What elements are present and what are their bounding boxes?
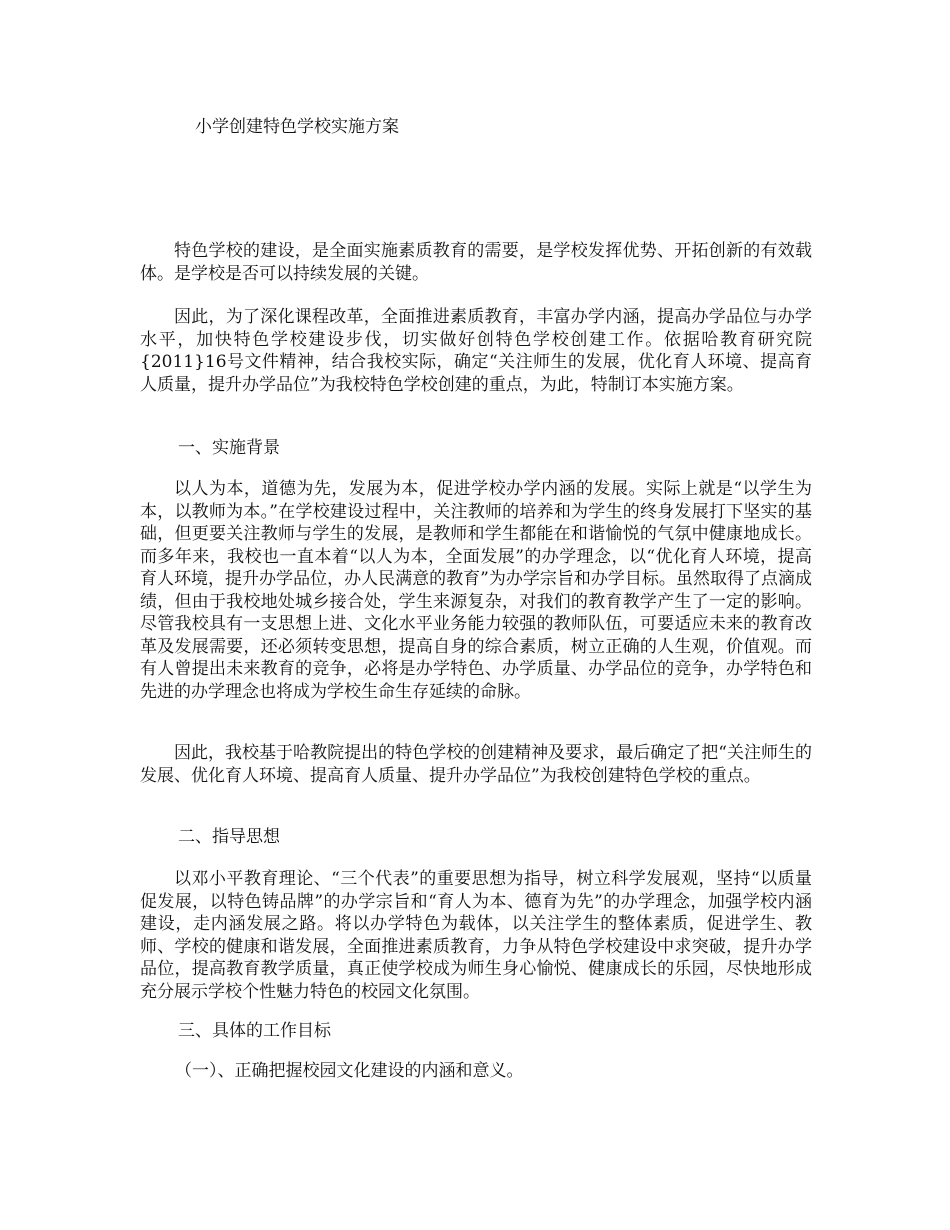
document-title: 小学创建特色学校实施方案: [195, 117, 399, 137]
section-1-paragraph-2: 因此，我校基于哈教院提出的特色学校的创建精神及要求，最后确定了把“关注师生的发展、优化育人环境、提高育人质量、提升办学品位”为我校创建特色学校的重点。: [140, 743, 812, 786]
section-1-paragraph-1: 以人为本，道德为先，发展为本，促进学校办学内涵的发展。实际上就是“以学生为本，以教师为本。”在学校建设过程中，关注教师的培养和为学生的终身发展打下坚实的基础，但更要关注教师与学生的发展，是教师和学生都能在和谐愉悦的气氛中健康地成长。而多年来，我校也一直本着“以人为本，全面发展”的办学理念，以“优化育人环境，提高育人环境，提升办学品位，办人民满意的教育”为办学宗旨和办学目标。虽然取得了点滴成绩，但由于我校地处城乡接合处，学生来源复杂，对我们的教育教学产生了一定的影响。尽管我校具有一支思想上进、文化水平业务能力较强的教师队伍，可要适应未来的教育改革及发展需要，还必须转变思想，提高自身的综合素质，树立正确的人生观，价值观。而有人曾提出未来教育的竞争，必将是办学特色、办学质量、办学品位的竞争，办学特色和先进的办学理念也将成为学校生命生存延续的命脉。: [140, 479, 812, 702]
section-2-heading: 二、指导思想: [178, 827, 280, 847]
section-2-paragraph-1: 以邓小平教育理论、“三个代表”的重要思想为指导，树立科学发展观，坚持“以质量促发展，以特色铸品牌”的办学宗旨和“育人为本、德育为先”的办学理念，加强学校内涵建设，走内涵发展之路。将以办学特色为载体，以关注学生的整体素质，促进学生、教师、学校的健康和谐发展，全面推进素质教育，力争从特色学校建设中求突破，提升办学品位，提高教育教学质量，真正使学校成为师生身心愉悦、健康成长的乐园，尽快地形成充分展示学校个性魅力特色的校园文化氛围。: [140, 869, 812, 1002]
section-3-heading: 三、具体的工作目标: [178, 1021, 331, 1041]
intro-paragraph-2: 因此，为了深化课程改革，全面推进素质教育，丰富办学内涵，提高办学品位与办学水平，加快特色学校建设步伐，切实做好创特色学校创建工作。依据哈教育研究院{2011}16号文件精神，结合我校实际，确定“关注师生的发展，优化育人环境、提高育人质量，提升办学品位”为我校特色学校创建的重点，为此，特制订本实施方案。: [140, 307, 812, 395]
section-1-heading: 一、实施背景: [178, 438, 280, 458]
section-3-subheading-1: （一）、正确把握校园文化建设的内涵和意义。: [175, 1061, 524, 1081]
intro-paragraph-1: 特色学校的建设，是全面实施素质教育的需要，是学校发挥优势、开拓创新的有效载体。是学校是否可以持续发展的关键。: [140, 241, 812, 284]
